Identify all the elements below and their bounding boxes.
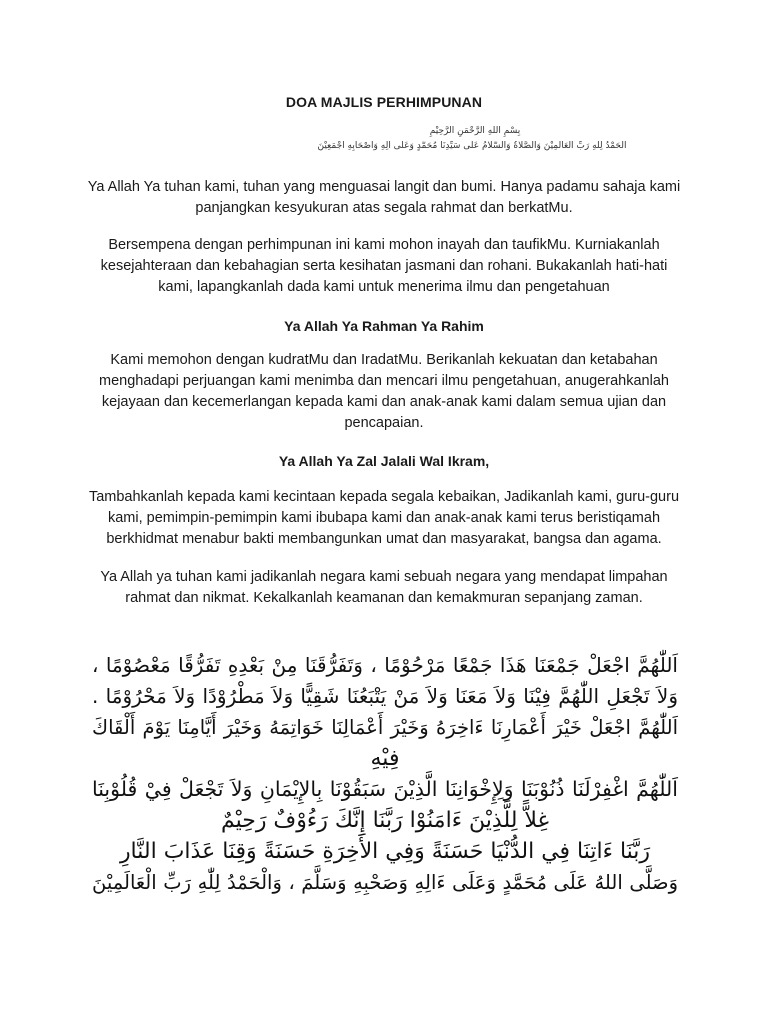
arabic-line: وَصَلَّى اللهُ عَلَى مُحَمَّدٍ وَعَلَى ءَالِهِ وَصَحْبِهِ وَسَلَّمَ ، وَالْحَمْدُ لِلّٰهِ رَبِّ الْعَالَمِيْنَ xyxy=(92,871,678,894)
paragraph-kudrat: Kami memohon dengan kudratMu dan IradatMu. Berikanlah kekuatan dan ketabahan menghadapi perjuangan kami menimba dan mencari ilmu pengetahuan, anugerahkanlah kejayaan dan kecemerlangan kepada kami dan anak-anak kami dalam semua ujian dan pencapaian. xyxy=(99,352,669,431)
arabic-prayer-block xyxy=(92,650,678,898)
arabic-line: غِلاًّ لِلَّذِيْنَ ءَامَنُوْا رَبَّنَا إِنَّكَ رَءُوْفٌ رَحِيْمٌ xyxy=(220,808,550,833)
arabic-line: اَللّٰهُمَّ اغْفِرْلَنَا ذُنُوْبَنَا وَلِإِخْوَانِنَا الَّذِيْنَ سَبَقُوْنَا بِالإِيْمَانِ وَلاَ تَجْعَلْ فِيْ قُلُوْبِنَا xyxy=(92,777,678,801)
paragraph-kecintaan: Tambahkanlah kepada kami kecintaan kepada segala kebaikan, Jadikanlah kami, guru-guru kami, pemimpin-pemimpin kami ibubapa kami dan anak-anak kami terus beristiqamah berkhidmat menabur bakti membangunkan umat dan masyarakat, bangsa dan agama. xyxy=(88,489,680,547)
arabic-line: وَلاَ تَجْعَلِ اللّٰهُمَّ فِيْنَا وَلاَ مَعَنَا وَلاَ مَنْ يَتْبَعُنَا شَقِيًّا وَلاَ مَطْرُوْدًا وَلاَ مَحْرُوْمًا . xyxy=(92,684,678,708)
hamdalah-text: اَلْحَمْدُ لِلّٰهِ رَبِّ الْعَالَمِيْنَ وَالصَّلَاةُ وَالسَّلَامُ عَلَى سَيِّدِنَا مُحَمَّدٍ وَعَلَى آلِهِ وَأَصْحَابِهِ أَجْمَعِيْنَ xyxy=(317,141,627,151)
arabic-line: اَللّٰهُمَّ اجْعَلْ جَمْعَنَا هَذَا جَمْعًا مَرْحُوْمًا ، وَتَفَرُّقَنَا مِنْ بَعْدِهِ تَفَرُّقًا مَعْصُوْمًا ، xyxy=(92,653,678,677)
heading-rahman-rahim: Ya Allah Ya Rahman Ya Rahim xyxy=(284,318,484,334)
paragraph-opening: Ya Allah Ya tuhan kami, tuhan yang menguasai langit dan bumi. Hanya padamu sahaja kami panjangkan kesyukuran atas segala rahmat dan berkatMu. xyxy=(87,179,681,216)
paragraph-perhimpunan: Bersempena dengan perhimpunan ini kami mohon inayah dan taufikMu. Kurniakanlah kesejahteraan dan kebahagian serta kesihatan jasmani dan rohani. Bukakanlah hati-hati kami, lapangkanlah dada kami untuk menerima ilmu dan pengetahuan xyxy=(100,237,668,295)
arabic-line: رَبَّنَا ءَاتِنَا فِي الدُّنْيَا حَسَنَةً وَفِي الأَخِرَةِ حَسَنَةً وَقِنَا عَذَابَ النَّارِ xyxy=(119,839,651,864)
arabic-line: فِيْهِ xyxy=(370,746,400,771)
bismillah-text: بِسْمِ اللهِ الرَّحْمَنِ الرَّحِيْمِ xyxy=(429,126,521,136)
heading-zal-jalali: Ya Allah Ya Zal Jalali Wal Ikram, xyxy=(278,453,490,469)
document-title: DOA MAJLIS PERHIMPUNAN xyxy=(285,94,483,110)
paragraph-negara: Ya Allah ya tuhan kami jadikanlah negara kami sebuah negara yang mendapat limpahan rahmat dan nikmat. Kekalkanlah keamanan dan kemakmuran sepanjang zaman. xyxy=(100,569,668,606)
arabic-line: اَللّٰهُمَّ اجْعَلْ خَيْرَ أَعْمَارِنَا ءَاخِرَهُ وَخَيْرَ أَعْمَالِنَا خَوَاتِمَهُ وَخَيْرَ أَيَّامِنَا يَوْمَ أَلْقَاكَ xyxy=(92,716,678,739)
